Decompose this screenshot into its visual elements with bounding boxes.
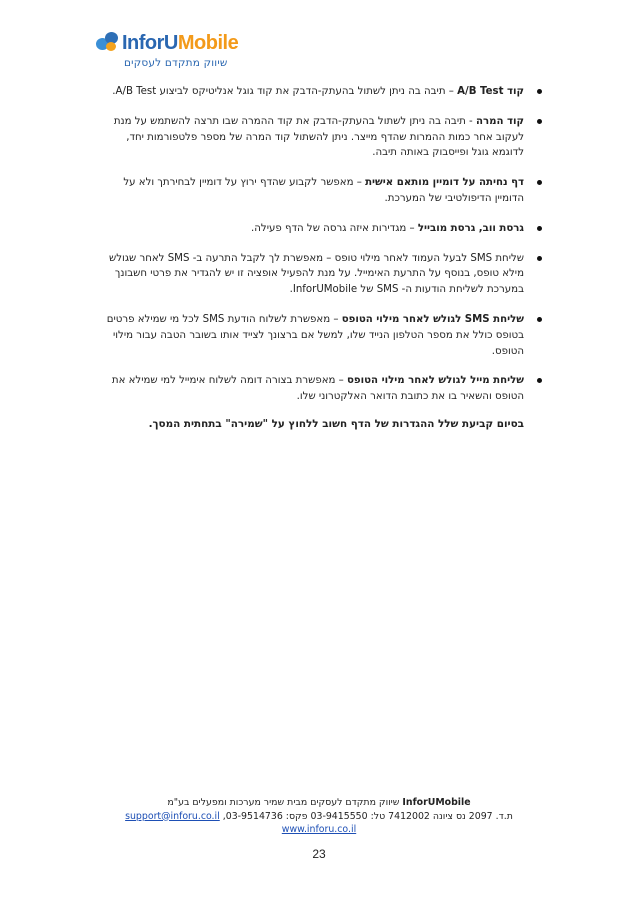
- list-item: [97, 251, 542, 298]
- bullet-icon: [537, 256, 542, 261]
- item-title: שליחת SMS לגולש לאחר מילוי הטופס: [341, 313, 524, 325]
- chat-bubbles-icon: [96, 32, 120, 56]
- item-title: קוד המרה: [475, 115, 524, 127]
- bullet-icon: [537, 89, 542, 94]
- bullet-icon: [537, 226, 542, 231]
- item-text: – מאפשרת לשלוח הודעת SMS לכל מי שמילא פרטים בטופס כולל את מספר הטלפון הנייד שלו, למשל אם ברצונך לצייד אותו בשובר הטבה עבור מילוי הטופס.: [106, 313, 524, 357]
- logo-tagline: שיווק מתקדם לעסקים: [124, 57, 228, 69]
- list-item: [97, 114, 542, 161]
- item-text: – מאפשר לקבוע שהדף ירוץ על דומיין לבחירתך ולא על הדומיין הדיפולטיבי של המערכת.: [123, 177, 524, 204]
- bullet-icon: [537, 180, 542, 185]
- item-text: שליחת SMS לבעל העמוד לאחר מילוי טופס – מאפשרת לך לקבל התרעה ב- SMS לאחר שגולש מילא טופס, בנוסף על התרעת האימייל. על מנת להפעיל אופציה זו יש להגדיר את פרטי חשבונך במערכת לשליחת הודעות ה- SMS של InforUMobile.: [109, 252, 524, 296]
- list-item: [97, 312, 542, 359]
- list-item: [97, 175, 542, 207]
- footer-address: ת.ד. 2097 נס ציונה 7412002 טל: 03-9415550 פקס: 03-9514736,: [219, 810, 513, 822]
- footer-company-line: [0, 796, 638, 810]
- closing-note: בסיום קביעת שלל ההגדרות של הדף חשוב ללחוץ על "שמירה" בתחתית המסך.: [148, 417, 524, 430]
- item-text: – מאפשרת בצורה דומה לשלוח אימייל למי שמילא את הטופס והשאיר בו את כתובת הדואר האלקטרוני שלו.: [111, 375, 524, 403]
- list-item: [97, 84, 542, 100]
- page-number: 23: [312, 847, 326, 861]
- item-title: קוד A/B Test: [457, 86, 524, 97]
- inforu-logo: [94, 30, 244, 80]
- logo-wordmark: InforUMobile: [122, 32, 239, 54]
- item-text: – מגדירות איזה גרסה של הדף פעילה.: [251, 222, 418, 234]
- item-title: שליחת מייל לגולש לאחר מילוי הטופס: [347, 375, 524, 387]
- page-footer: [0, 796, 638, 837]
- footer-company-desc: שיווק מתקדם לעסקים מבית שמיר מערכות ומפעלים בע"מ: [167, 797, 403, 808]
- bullet-icon: [537, 317, 542, 322]
- settings-bullet-list: [97, 84, 542, 405]
- list-item: [97, 221, 542, 237]
- item-title: דף נחיתה על דומיין מותאם אישית: [365, 177, 524, 189]
- item-title: גרסת ווב, גרסת מובייל: [417, 222, 524, 234]
- item-text: – תיבה בה ניתן לשתול בהעתק-הדבק את קוד גוגל אנליטיקס לביצוע A/B Test.: [112, 86, 458, 97]
- bullet-icon: [537, 119, 542, 124]
- footer-email-link[interactable]: support@inforu.co.il: [125, 810, 220, 822]
- item-text: - תיבה בה ניתן לשתול בהעתק-הדבק את קוד ההמרה שבו תרצה להשתמש על מנת לעקוב אחר כמות ההמרות שהדף מייצר. ניתן להשתול קוד המרה של מספר פלטפורמות יחד, לדוגמא גוגל ופייסבוק באותה תיבה.: [113, 115, 524, 159]
- footer-contact-line: [0, 810, 638, 824]
- footer-company: InforUMobile: [402, 797, 471, 808]
- bullet-icon: [537, 378, 542, 383]
- document-body: [97, 84, 542, 433]
- list-item: [97, 373, 542, 405]
- footer-website-link[interactable]: www.inforu.co.il: [281, 824, 357, 836]
